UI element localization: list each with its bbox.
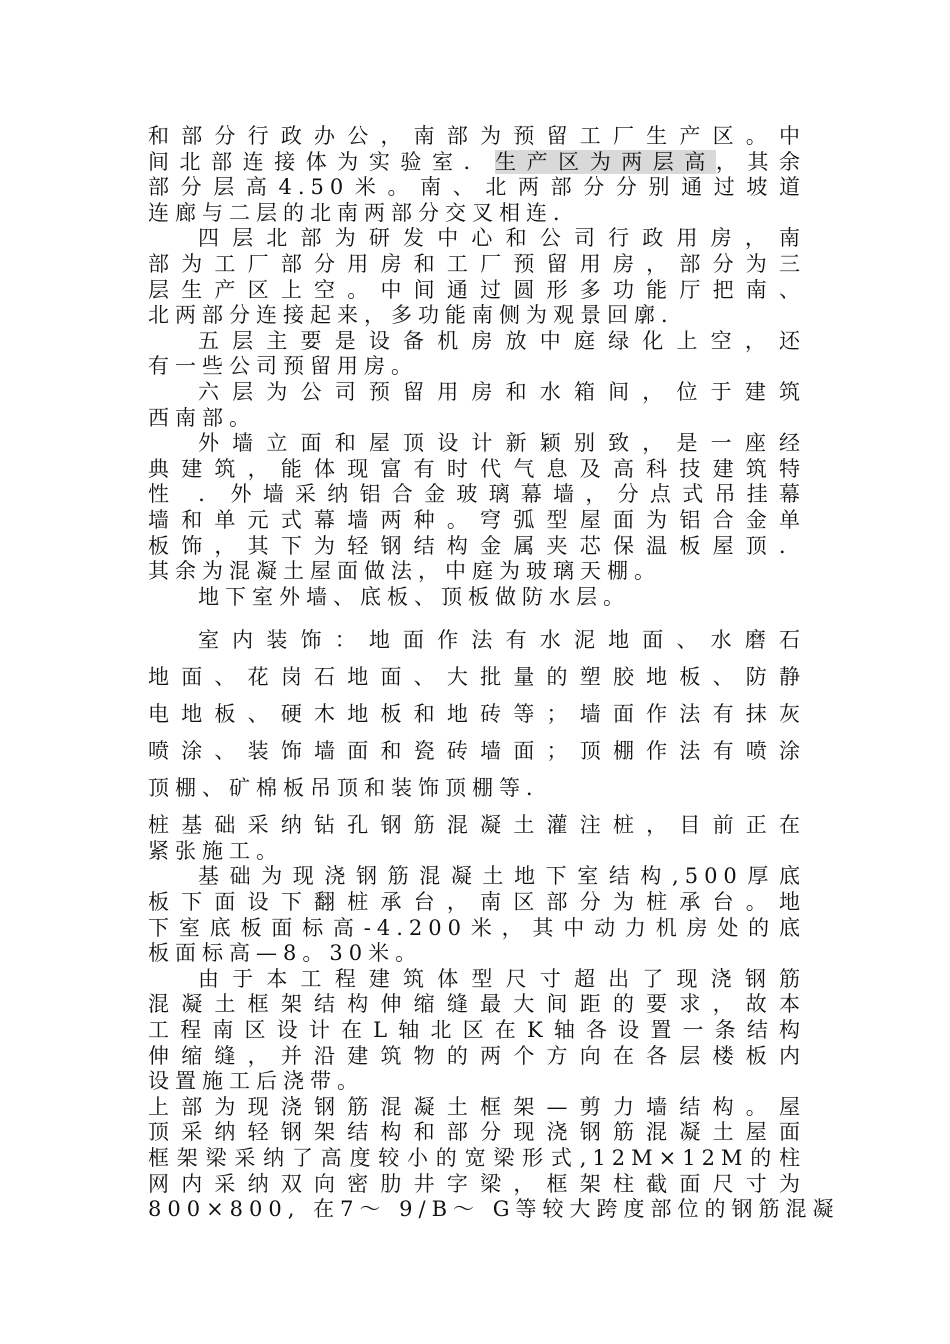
text-line: 桩基础采纳钻孔钢筋混凝土灌注桩，目前正在 (148, 813, 806, 838)
text-line: 板面标高—8。30米。 (148, 941, 423, 966)
paragraph-superstructure (148, 1094, 840, 1223)
text-line: 有一些公司预留用房。 (148, 354, 418, 379)
paragraph-piles (148, 813, 806, 864)
text-segment: 间北部连接体为实验室． (148, 149, 496, 174)
text-line: 上部为现浇钢筋混凝土框架—剪力墙结构。屋 (148, 1094, 806, 1119)
text-line: 基础为现浇钢筋混凝土地下室结构,500厚底 (198, 864, 806, 889)
text-line: 设置施工后浇带。 (148, 1069, 364, 1094)
paragraph-expansion-joint (148, 967, 806, 1095)
paragraph-basement (148, 585, 806, 611)
text-line: 混凝土框架结构伸缩缝最大间距的要求，故本 (148, 992, 806, 1017)
text-line: 部分层高4.50米。南、北两部分分别通过坡道 (148, 175, 806, 200)
text-line: 地面、花岗石地面、大批量的塑胶地板、防静 (148, 665, 806, 690)
text-line: 其余为混凝土屋面做法，中庭为玻璃天棚。 (148, 559, 661, 584)
paragraph-floor4 (148, 226, 806, 328)
text-line: 顶棚、矿棉板吊顶和装饰顶棚等． (148, 776, 553, 801)
text-line: 伸缩缝，并沿建筑物的两个方向在各层楼板内 (148, 1043, 806, 1068)
text-line: 层生产区上空。中间通过圆形多功能厅把南、 (148, 277, 806, 302)
text-line: 紧张施工。 (148, 838, 283, 863)
text-line: 连廊与二层的北南两部分交叉相连． (148, 200, 580, 225)
text-line: 部为工厂部分用房和工厂预留用房，部分为三 (148, 251, 806, 276)
text-line: 板饰，其下为轻钢结构金属夹芯保温板屋顶． (148, 533, 806, 558)
text-line: 工程南区设计在L轴北区在K轴各设置一条结构 (148, 1018, 806, 1043)
text-line: 性 ．外墙采纳铝合金玻璃幕墙，分点式吊挂幕 (148, 482, 806, 507)
text-line: 板下面设下翻桩承台，南区部分为桩承台。地 (148, 890, 806, 915)
text-line: 墙和单元式幕墙两种。穹弧型屋面为铝合金单 (148, 507, 806, 532)
document-page (148, 124, 840, 1223)
text-segment: ，其余 (715, 149, 807, 174)
text-line: 由于本工程建筑体型尺寸超出了现浇钢筋 (198, 966, 806, 991)
paragraph-floor6 (148, 380, 806, 431)
text-line (148, 150, 806, 176)
paragraph-floor3-layout (148, 124, 806, 226)
text-line: 电地板、硬木地板和地砖等；墙面作法有抹灰 (148, 702, 806, 727)
text-line: 六层为公司预留用房和水箱间，位于建筑 (198, 379, 806, 404)
paragraph-facade (148, 431, 806, 585)
text-line: 框架梁采纳了高度较小的宽梁形式,12M×12M的柱 (148, 1146, 806, 1170)
text-line: 典建筑，能体现富有时代气息及高科技建筑特 (148, 456, 806, 481)
text-line: 外墙立面和屋顶设计新颖别致，是一座经 (198, 431, 806, 456)
paragraph-foundation (148, 864, 806, 966)
highlighted-text: 生产区为两层高 (495, 149, 716, 174)
text-line: 室内装饰：地面作法有水泥地面、水磨石 (198, 628, 806, 653)
text-line: 网内采纳双向密肋井字梁，框架柱截面尺寸为 (148, 1171, 806, 1196)
text-line: 地下室外墙、底板、顶板做防水层。 (198, 584, 630, 609)
paragraph-floor5 (148, 329, 806, 380)
text-line: 喷涂、装饰墙面和瓷砖墙面；顶棚作法有喷涂 (148, 739, 806, 764)
text-line: 五层主要是设备机房放中庭绿化上空，还 (198, 328, 806, 353)
paragraph-interior (148, 622, 806, 807)
text-line: 西南部。 (148, 405, 256, 430)
text-line: 四层北部为研发中心和公司行政用房，南 (198, 226, 806, 251)
text-line: 下室底板面标高-4.200米，其中动力机房处的底 (148, 915, 806, 940)
spacer (148, 610, 806, 622)
text-line: 800×800, 在7～ 9/B～ G等较大跨度部位的钢筋混凝 (148, 1197, 840, 1222)
text-line: 和部分行政办公，南部为预留工厂生产区。中 (148, 124, 806, 148)
text-line: 北两部分连接起来，多功能南侧为观景回廓． (148, 303, 688, 328)
text-line: 顶采纳轻钢架结构和部分现浇钢筋混凝土屋面 (148, 1120, 806, 1145)
